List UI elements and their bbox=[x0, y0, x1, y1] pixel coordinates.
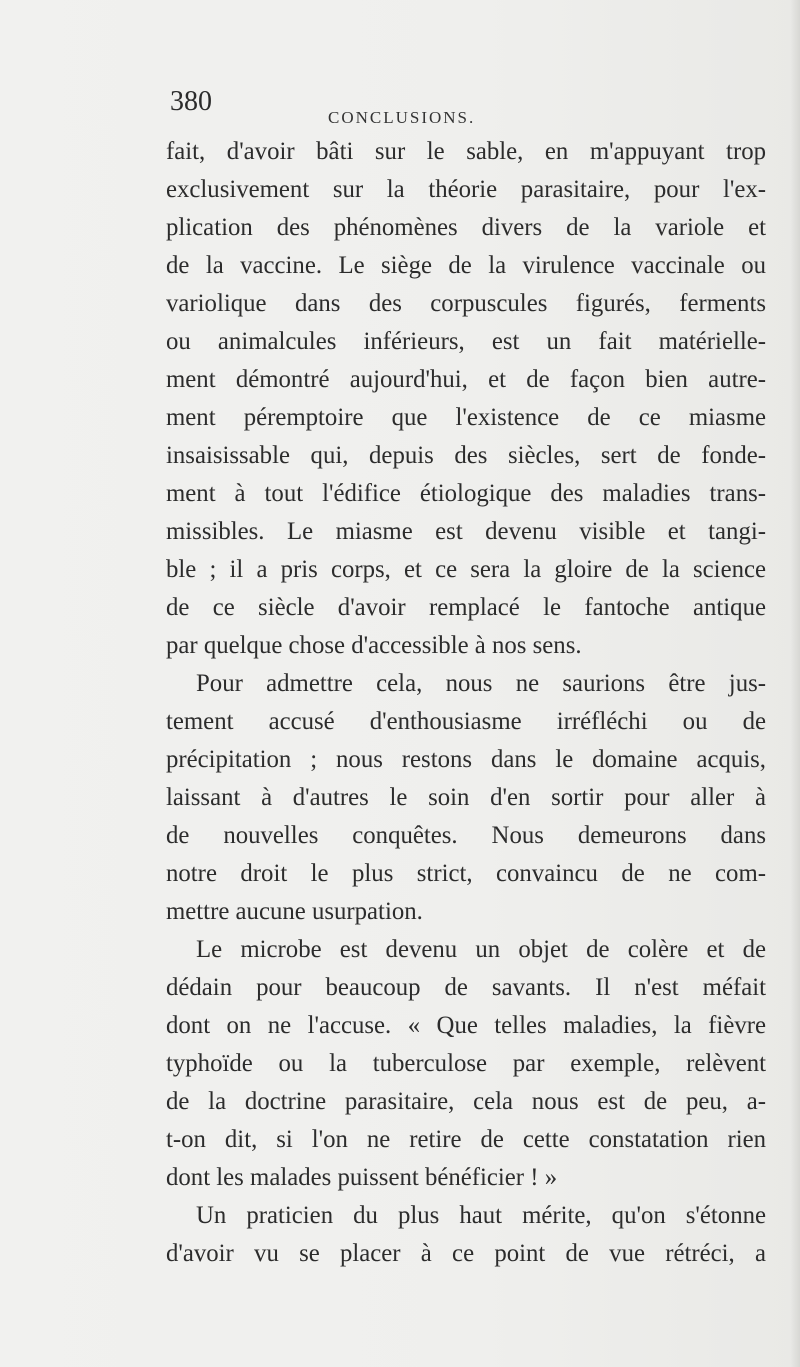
text-line: de la doctrine parasitaire, cela nous est de peu, a- bbox=[166, 1088, 766, 1115]
text-line: ment à tout l'édifice étiologique des maladies trans- bbox=[166, 480, 766, 507]
text-line: précipitation ; nous restons dans le domaine acquis, bbox=[166, 746, 766, 773]
text-line: ou animalcules inférieurs, est un fait matérielle- bbox=[166, 328, 766, 355]
text-line: tement accusé d'enthousiasme irréfléchi ou de bbox=[166, 708, 766, 735]
page-edge-shadow bbox=[790, 0, 800, 1367]
text-line: par quelque chose d'accessible à nos sens. bbox=[166, 632, 582, 659]
text-line: dédain pour beaucoup de savants. Il n'est méfait bbox=[166, 974, 766, 1001]
text-line: de la vaccine. Le siège de la virulence vaccinale ou bbox=[166, 252, 766, 279]
running-title: CONCLUSIONS. bbox=[328, 108, 476, 127]
text-line: laissant à d'autres le soin d'en sortir pour aller à bbox=[166, 784, 766, 811]
text-line: typhoïde ou la tuberculose par exemple, relèvent bbox=[166, 1050, 766, 1077]
text-line: dont on ne l'accuse. « Que telles maladies, la fièvre bbox=[166, 1012, 766, 1039]
text-line: de nouvelles conquêtes. Nous demeurons dans bbox=[166, 822, 766, 849]
text-line: de ce siècle d'avoir remplacé le fantoche antique bbox=[166, 594, 766, 621]
text-line: insaisissable qui, depuis des siècles, sert de fonde- bbox=[166, 442, 766, 469]
text-line: mettre aucune usurpation. bbox=[166, 898, 423, 925]
text-line: variolique dans des corpuscules figurés, ferments bbox=[166, 290, 766, 317]
text-line: Le microbe est devenu un objet de colère et de bbox=[196, 936, 766, 963]
text-line: missibles. Le miasme est devenu visible et tangi- bbox=[166, 518, 766, 545]
text-line: notre droit le plus strict, convaincu de ne com- bbox=[166, 860, 766, 887]
text-line: Un praticien du plus haut mérite, qu'on s'étonne bbox=[196, 1202, 766, 1229]
text-line: ble ; il a pris corps, et ce sera la gloire de la science bbox=[166, 556, 766, 583]
text-line: plication des phénomènes divers de la variole et bbox=[166, 214, 766, 241]
text-line: d'avoir vu se placer à ce point de vue rétréci, a bbox=[166, 1240, 766, 1267]
text-line: Pour admettre cela, nous ne saurions être jus- bbox=[196, 670, 766, 697]
page-number: 380 bbox=[170, 86, 212, 117]
text-line: t-on dit, si l'on ne retire de cette constatation rien bbox=[166, 1126, 766, 1153]
text-line: fait, d'avoir bâti sur le sable, en m'appuyant trop bbox=[166, 138, 766, 165]
text-line: ment démontré aujourd'hui, et de façon bien autre- bbox=[166, 366, 766, 393]
text-line: dont les malades puissent bénéficier ! » bbox=[166, 1164, 558, 1191]
body-text bbox=[166, 133, 766, 1273]
text-line: ment péremptoire que l'existence de ce miasme bbox=[166, 404, 766, 431]
text-line: exclusivement sur la théorie parasitaire, pour l'ex- bbox=[166, 176, 766, 203]
